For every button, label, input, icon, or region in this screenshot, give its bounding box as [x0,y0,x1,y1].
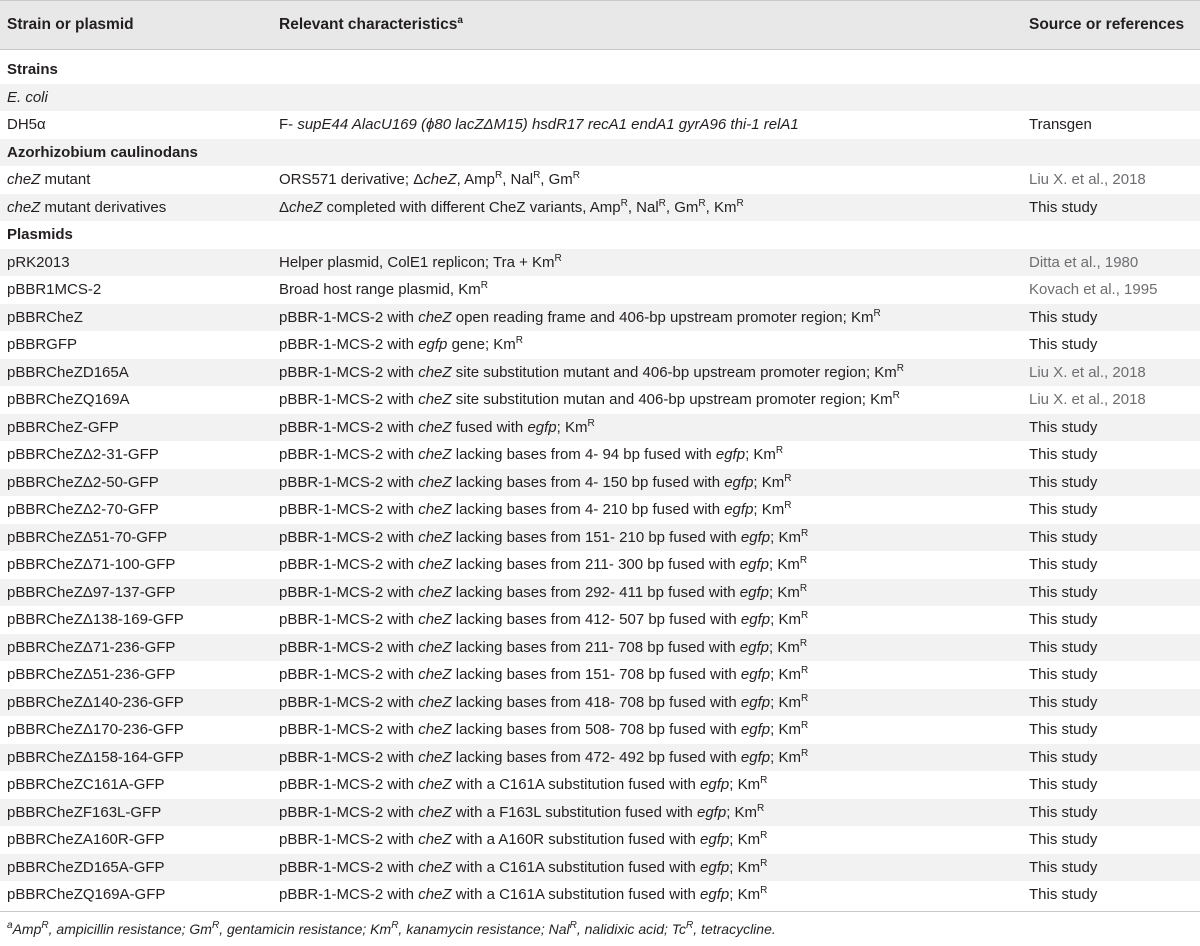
table-row [0,414,1200,441]
source: This study [1029,419,1098,436]
plasmid-name: pBBRCheZΔ51-236-GFP [7,666,176,683]
table-row [0,496,1200,523]
table-row [0,579,1200,606]
characteristics: pBBR-1-MCS-2 with egfp gene; $Km^R$ [279,335,524,353]
characteristics: pBBR-1-MCS-2 with cheZ with a C161A substitution fused with egfp; $Km^R$ [279,775,768,793]
table-row [0,469,1200,496]
source: This study [1029,529,1098,546]
plasmid-name: pBBRCheZΔ138-169-GFP [7,611,184,628]
characteristics: pBBR-1-MCS-2 with cheZ lacking bases from 211- 300 bp fused with egfp; $Km^R$ [279,555,808,573]
source-reference-link[interactable]: Kovach et al., 1995 [1029,281,1158,298]
source: This study [1029,831,1098,848]
plasmid-name: pBBRCheZΔ2-31-GFP [7,446,159,463]
characteristics: ΔcheZ completed with different CheZ variants, Amp$^R$, Nal$^R$, $Gm^R$, $Km^R$ [279,198,744,216]
plasmid-name: pBBRCheZD165A [7,364,129,381]
plasmid-name: pBBRCheZΔ71-236-GFP [7,639,176,656]
table-row-section-plasmids [0,221,1200,248]
table-row [0,524,1200,551]
plasmid-name: pBBRCheZ-GFP [7,419,119,436]
table-row [0,111,1200,138]
plasmid-name: pBBRGFP [7,336,78,353]
source: This study [1029,446,1098,463]
table-row [0,194,1200,221]
strain-name: cheZ mutant derivatives [7,199,167,216]
plasmid-name: pBBRCheZQ169A-GFP [7,886,166,903]
table-row [0,689,1200,716]
characteristics: pBBR-1-MCS-2 with cheZ site substitution mutant and 406-bp upstream promoter region; $Km^R$ [279,363,905,381]
characteristics: pBBR-1-MCS-2 with cheZ lacking bases from 412- 507 bp fused with egfp; $Km^R$ [279,610,809,628]
table-row [0,716,1200,743]
plasmid-name: pBBRCheZC161A-GFP [7,776,165,793]
table-row [0,854,1200,881]
characteristics: pBBR-1-MCS-2 with cheZ with a A160R substitution fused with egfp; $Km^R$ [279,830,768,848]
table-row [0,771,1200,798]
characteristics: pBBR-1-MCS-2 with cheZ site substitution mutan and 406-bp upstream promoter region; $Km^R$ [279,390,900,408]
plasmid-name: pBBRCheZΔ2-50-GFP [7,474,159,491]
group-label: Azorhizobium caulinodans [7,144,198,161]
plasmid-name: pBBRCheZΔ158-164-GFP [7,749,184,766]
source-reference-link[interactable]: Ditta et al., 1980 [1029,254,1139,271]
table-row-group-azorhizobium [0,139,1200,166]
source: This study [1029,749,1098,766]
source: This study [1029,611,1098,628]
characteristics: pBBR-1-MCS-2 with cheZ lacking bases from 4- 210 bp fused with egfp; $Km^R$ [279,500,792,518]
group-label: E. coli [7,89,48,106]
source-reference-link[interactable]: Liu X. et al., 2018 [1029,171,1146,188]
table-row [0,881,1200,908]
plasmid-name: pBBRCheZQ169A [7,391,130,408]
table-row [0,331,1200,358]
plasmid-name: pBBRCheZ [7,309,83,326]
characteristics: pBBR-1-MCS-2 with cheZ fused with egfp; $Km^R$ [279,418,595,436]
characteristics: pBBR-1-MCS-2 with cheZ lacking bases from 508- 708 bp fused with egfp; $Km^R$ [279,720,809,738]
characteristics: pBBR-1-MCS-2 with cheZ lacking bases from 4- 94 bp fused with egfp; $Km^R$ [279,445,784,463]
characteristics: pBBR-1-MCS-2 with cheZ lacking bases from 292- 411 bp fused with egfp; $Km^R$ [279,583,808,601]
section-label: Plasmids [7,226,73,243]
source: This study [1029,666,1098,683]
characteristics: pBBR-1-MCS-2 with cheZ lacking bases from 418- 708 bp fused with egfp; $Km^R$ [279,693,809,711]
table-row [0,386,1200,413]
table-row-group-ecoli [0,84,1200,111]
table-row [0,634,1200,661]
source: This study [1029,776,1098,793]
table-bottom-rule [0,911,1200,912]
characteristics: F- supE44 AlacU169 (ϕ80 lacZΔM15) hsdR17 recA1 endA1 gyrA96 thi-1 relA1 [279,116,799,133]
header-strain-or-plasmid: Strain or plasmid [7,16,134,33]
source: This study [1029,886,1098,903]
source: This study [1029,556,1098,573]
characteristics: Helper plasmid, ColE1 replicon; Tra + $Km^R$ [279,253,562,271]
source: This study [1029,804,1098,821]
source: Transgen [1029,116,1092,133]
plasmid-name: pBBRCheZF163L-GFP [7,804,162,821]
characteristics: pBBR-1-MCS-2 with cheZ with a C161A substitution fused with egfp; $Km^R$ [279,858,768,876]
plasmid-name: pBBRCheZD165A-GFP [7,859,165,876]
plasmid-name: pBBR1MCS-2 [7,281,102,298]
table-row [0,166,1200,193]
table-row [0,304,1200,331]
source: This study [1029,501,1098,518]
plasmid-name: pBBRCheZΔ71-100-GFP [7,556,176,573]
source: This study [1029,859,1098,876]
plasmid-name: pBBRCheZΔ97-137-GFP [7,584,176,601]
characteristics: Broad host range plasmid, $Km^R$ [279,280,489,298]
source: This study [1029,199,1098,216]
source: This study [1029,309,1098,326]
plasmid-name: pBBRCheZA160R-GFP [7,831,165,848]
source: This study [1029,694,1098,711]
source: This study [1029,721,1098,738]
table-row [0,744,1200,771]
table-row [0,606,1200,633]
characteristics: pBBR-1-MCS-2 with cheZ lacking bases from 4- 150 bp fused with egfp; $Km^R$ [279,473,792,491]
table-row [0,799,1200,826]
plasmid-name: pBBRCheZΔ2-70-GFP [7,501,159,518]
plasmid-name: pBBRCheZΔ51-70-GFP [7,529,168,546]
characteristics: pBBR-1-MCS-2 with cheZ with a F163L substitution fused with egfp; $Km^R$ [279,803,765,821]
strain-name: cheZ mutant [7,171,91,188]
plasmid-name: pBBRCheZΔ170-236-GFP [7,721,184,738]
table-header [0,0,1200,50]
source: This study [1029,584,1098,601]
header-relevant-characteristics [279,16,463,34]
plasmid-name: pRK2013 [7,254,70,271]
table-row-section-strains [0,56,1200,83]
table-row [0,276,1200,303]
characteristics: ORS571 derivative; ΔcheZ, Amp$^R$, Nal$^R$, $Gm^R$ [279,170,581,188]
characteristics: pBBR-1-MCS-2 with cheZ lacking bases from 472- 492 bp fused with egfp; $Km^R$ [279,748,809,766]
characteristics: pBBR-1-MCS-2 with cheZ with a C161A substitution fused with egfp; $Km^R$ [279,885,768,903]
source-reference-link[interactable]: Liu X. et al., 2018 [1029,391,1146,408]
header-characteristics-text: Relevant characteristics [279,16,458,33]
strain-name: DH5α [7,116,46,133]
characteristics: pBBR-1-MCS-2 with cheZ lacking bases from 211- 708 bp fused with egfp; $Km^R$ [279,638,808,656]
table-footnote: $^a$Amp$^R$, ampicillin resistance; $Gm^R$, gentamicin resistance; $Km^R$, kanamycin resistance; Nal$^R$, nalidixic acid; $Tc^R$, tetracycline. [7,920,776,937]
table-row [0,249,1200,276]
source-reference-link[interactable]: Liu X. et al., 2018 [1029,364,1146,381]
table-row [0,441,1200,468]
source: This study [1029,474,1098,491]
table-row [0,826,1200,853]
plasmid-name: pBBRCheZΔ140-236-GFP [7,694,184,711]
source: This study [1029,639,1098,656]
characteristics: pBBR-1-MCS-2 with cheZ lacking bases from 151- 708 bp fused with egfp; $Km^R$ [279,665,809,683]
table-row [0,551,1200,578]
characteristics: pBBR-1-MCS-2 with cheZ lacking bases from 151- 210 bp fused with egfp; $Km^R$ [279,528,809,546]
source: This study [1029,336,1098,353]
header-footnote-marker: a [457,15,463,26]
table-row [0,661,1200,688]
characteristics: pBBR-1-MCS-2 with cheZ open reading frame and 406-bp upstream promoter region; $Km^R$ [279,308,881,326]
section-label: Strains [7,61,58,78]
header-source-or-references: Source or references [1029,16,1185,33]
table-row [0,359,1200,386]
